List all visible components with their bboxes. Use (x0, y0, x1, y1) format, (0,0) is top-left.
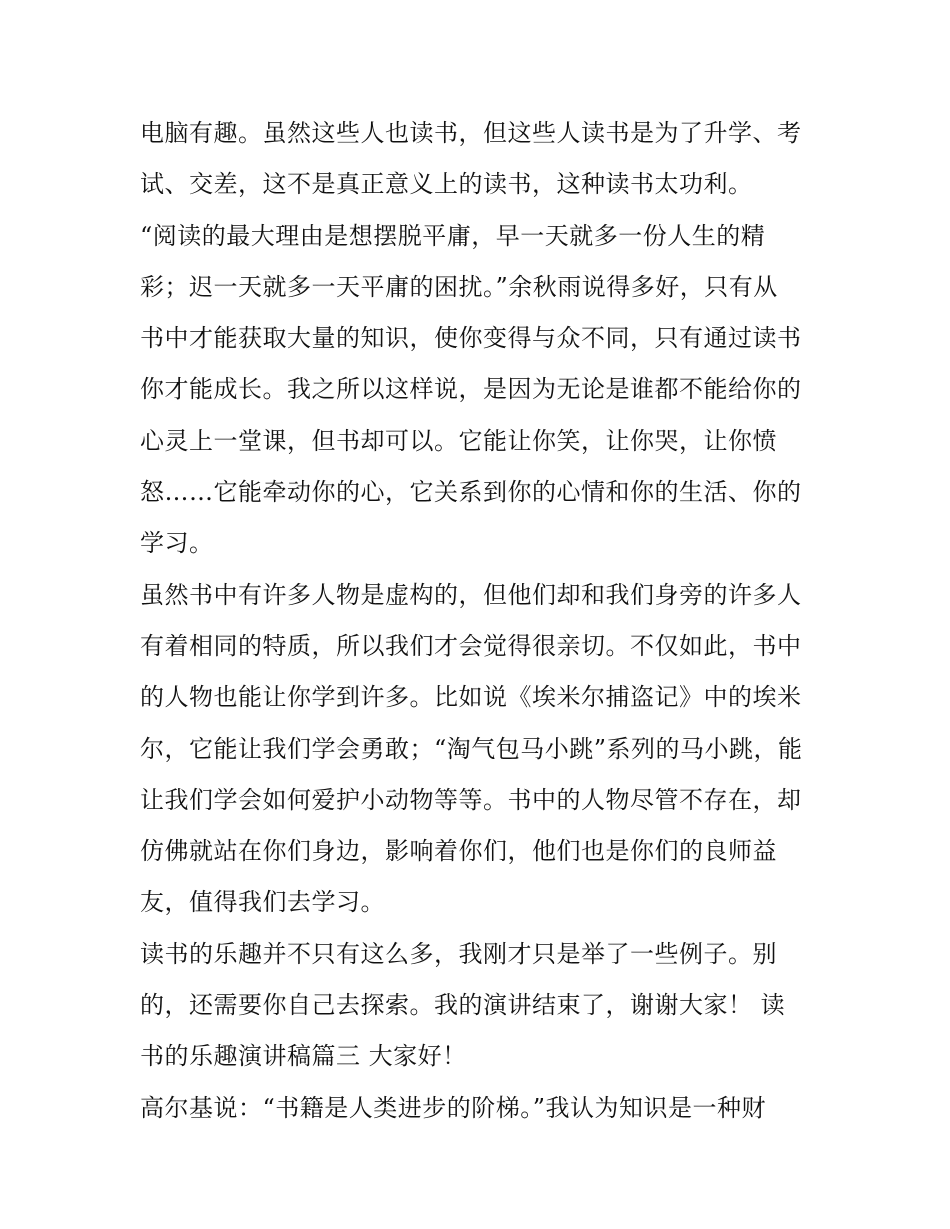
text-line: 虽然书中有许多人物是虚构的，但他们却和我们身旁的许多人 (140, 580, 802, 609)
text-line: 有着相同的特质，所以我们才会觉得很亲切。不仅如此，书中 (140, 631, 802, 660)
text-line: 尔，它能让我们学会勇敢；“淘气包马小跳”系列的马小跳，能 (140, 734, 803, 763)
body-text (140, 108, 830, 1134)
text-line: 你才能成长。我之所以这样说，是因为无论是谁都不能给你的 (140, 375, 802, 404)
text-line: 的，还需要你自己去探索。我的演讲结束了，谢谢大家！ 读 (140, 991, 786, 1020)
text-line: 彩；迟一天就多一天平庸的困扰。”余秋雨说得多好，只有从 (140, 272, 778, 301)
text-line: 学习。 (140, 529, 214, 558)
text-line: 仿佛就站在你们身边，影响着你们，他们也是你们的良师益 (140, 837, 777, 866)
text-line: 高尔基说：“书籍是人类进步的阶梯。”我认为知识是一种财 (140, 1093, 767, 1122)
text-line: 电脑有趣。虽然这些人也读书，但这些人读书是为了升学、考 (140, 119, 802, 147)
text-line: 心灵上一堂课，但书却可以。它能让你笑，让你哭，让你愤 (140, 426, 777, 455)
text-line: 书中才能获取大量的知识，使你变得与众不同，只有通过读书 (140, 324, 802, 353)
text-line: 让我们学会如何爱护小动物等等。书中的人物尽管不存在，却 (140, 785, 802, 814)
text-line: “阅读的最大理由是想摆脱平庸，早一天就多一份人生的精 (140, 221, 766, 250)
text-line: 读书的乐趣并不只有这么多，我刚才只是举了一些例子。别 (140, 939, 777, 968)
text-line: 的人物也能让你学到许多。比如说《埃米尔捕盗记》中的埃米 (140, 683, 802, 712)
text-line: 友，值得我们去学习。 (140, 888, 385, 917)
text-line: 书的乐趣演讲稿篇三 大家好！ (140, 1042, 467, 1071)
text-line: 怒……它能牵动你的心，它关系到你的心情和你的生活、你的 (140, 478, 802, 507)
text-line: 试、交差，这不是真正意义上的读书，这种读书太功利。 (140, 170, 753, 199)
